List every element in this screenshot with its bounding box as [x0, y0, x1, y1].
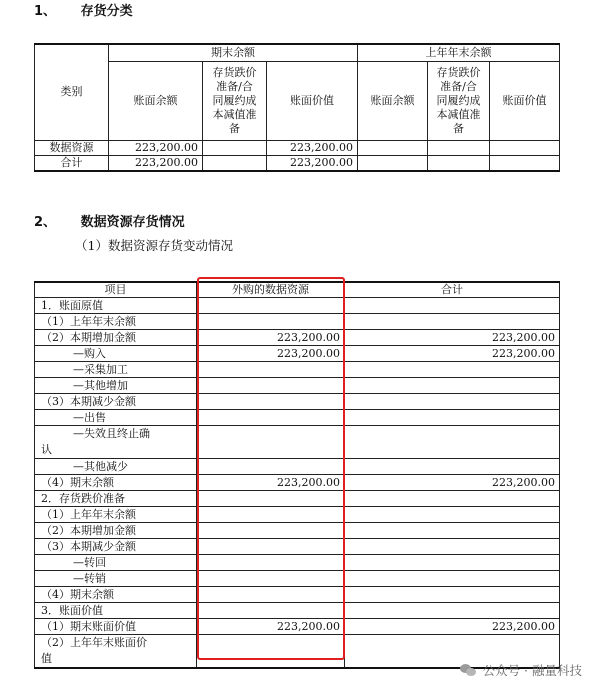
- row-item: （1）上年年末余额: [35, 314, 197, 330]
- row-item: 1．账面原值: [35, 298, 197, 314]
- period-end-header: 期末余额: [109, 44, 358, 61]
- wechat-icon: [460, 663, 478, 677]
- total-cell: [345, 410, 560, 426]
- prior-value-cell: [490, 140, 560, 155]
- impairment-line: 同履约成: [212, 93, 257, 107]
- row-item-line: 认: [41, 443, 52, 456]
- end-value-cell: 223,200.00: [267, 140, 358, 155]
- prior-book-balance-header: 账面余额: [358, 61, 428, 140]
- row-item: [35, 426, 197, 459]
- section-2-title: 数据资源存货情况: [80, 215, 185, 230]
- row-item: —购入: [35, 346, 197, 362]
- end-provision-cell: [203, 155, 267, 171]
- section-2-number: 2、: [34, 215, 57, 230]
- total-cell: [345, 362, 560, 378]
- total-cell: [345, 314, 560, 330]
- total-cell: [345, 523, 560, 539]
- purchased-cell: 223,200.00: [197, 346, 345, 362]
- section-2-heading: [34, 211, 185, 230]
- total-cell: 223,200.00: [345, 619, 560, 635]
- total-cell: [345, 587, 560, 603]
- prior-impairment-header: [428, 61, 490, 140]
- table-row: [35, 140, 560, 155]
- row-category: 数据资源: [35, 140, 109, 155]
- watermark: [460, 661, 582, 679]
- total-cell: [345, 426, 560, 459]
- purchased-header: 外购的数据资源: [197, 282, 345, 298]
- watermark-text: 公众号 · 融量科技: [482, 663, 582, 678]
- prior-provision-cell: [428, 155, 490, 171]
- row-item: （3）本期减少金额: [35, 394, 197, 410]
- prior-provision-cell: [428, 140, 490, 155]
- total-header: 合计: [345, 282, 560, 298]
- section-1-title: 存货分类: [80, 4, 133, 19]
- section-2-subtitle: （1）数据资源存货变动情况: [75, 238, 233, 253]
- purchased-cell: 223,200.00: [197, 475, 345, 491]
- end-provision-cell: [203, 140, 267, 155]
- row-item: [35, 635, 197, 669]
- prior-year-end-header: 上年年末余额: [358, 44, 560, 61]
- total-cell: 223,200.00: [345, 475, 560, 491]
- row-item: （1）期末账面价值: [35, 619, 197, 635]
- total-cell: [345, 603, 560, 619]
- prior-balance-cell: [358, 155, 428, 171]
- prior-balance-cell: [358, 140, 428, 155]
- impairment-line: 备: [229, 121, 240, 135]
- impairment-line: 备: [453, 121, 465, 135]
- row-item: （4）期末余额: [35, 475, 197, 491]
- row-item: （3）本期减少金额: [35, 539, 197, 555]
- prior-value-cell: [490, 155, 560, 171]
- row-item: —转回: [35, 555, 197, 571]
- total-cell: 223,200.00: [345, 330, 560, 346]
- row-item: （4）期末余额: [35, 587, 197, 603]
- impairment-line: 本减值准: [212, 107, 257, 121]
- impairment-line: 同履约成: [436, 93, 481, 107]
- end-balance-cell: 223,200.00: [109, 155, 203, 171]
- section-1-heading: [34, 0, 133, 19]
- inventory-classification-table: [34, 43, 560, 172]
- impairment-line: 本减值准: [436, 107, 481, 121]
- total-cell: [345, 539, 560, 555]
- total-cell: 223,200.00: [345, 346, 560, 362]
- end-impairment-header: [203, 61, 267, 140]
- table-row: [35, 155, 560, 171]
- total-cell: [345, 394, 560, 410]
- row-item-line: （2）上年年末账面价: [41, 636, 147, 649]
- purchased-cell: 223,200.00: [197, 619, 345, 635]
- total-cell: [345, 459, 560, 475]
- total-cell: [345, 571, 560, 587]
- impairment-line: 存货跌价: [212, 65, 257, 79]
- impairment-line: 准备/合: [216, 79, 253, 93]
- row-item: （2）本期增加金额: [35, 330, 197, 346]
- row-item: —其他减少: [35, 459, 197, 475]
- impairment-line: 存货跌价: [436, 65, 481, 79]
- end-value-cell: 223,200.00: [267, 155, 358, 171]
- row-item: —其他增加: [35, 378, 197, 394]
- total-cell: [345, 298, 560, 314]
- total-cell: [345, 555, 560, 571]
- purchased-cell: 223,200.00: [197, 330, 345, 346]
- end-balance-cell: 223,200.00: [109, 140, 203, 155]
- end-book-value-header: 账面价值: [267, 61, 358, 140]
- section-1-number: 1、: [34, 4, 57, 19]
- total-cell: [345, 378, 560, 394]
- total-cell: [345, 491, 560, 507]
- row-item: 3．账面价值: [35, 603, 197, 619]
- row-item: （2）本期增加金额: [35, 523, 197, 539]
- highlight-box: [197, 277, 345, 660]
- row-item: 2．存货跌价准备: [35, 491, 197, 507]
- row-category: 合计: [35, 155, 109, 171]
- row-item: （1）上年年末余额: [35, 507, 197, 523]
- row-item: —采集加工: [35, 362, 197, 378]
- item-header: 项目: [35, 282, 197, 298]
- category-header: 类别: [35, 44, 109, 140]
- row-item: —出售: [35, 410, 197, 426]
- row-item: —转销: [35, 571, 197, 587]
- impairment-line: 准备/合: [440, 79, 477, 93]
- prior-book-value-header: 账面价值: [490, 61, 560, 140]
- row-item-line: 值: [41, 652, 52, 665]
- total-cell: [345, 507, 560, 523]
- end-book-balance-header: 账面余额: [109, 61, 203, 140]
- row-item-line: —失效且终止确: [73, 427, 150, 440]
